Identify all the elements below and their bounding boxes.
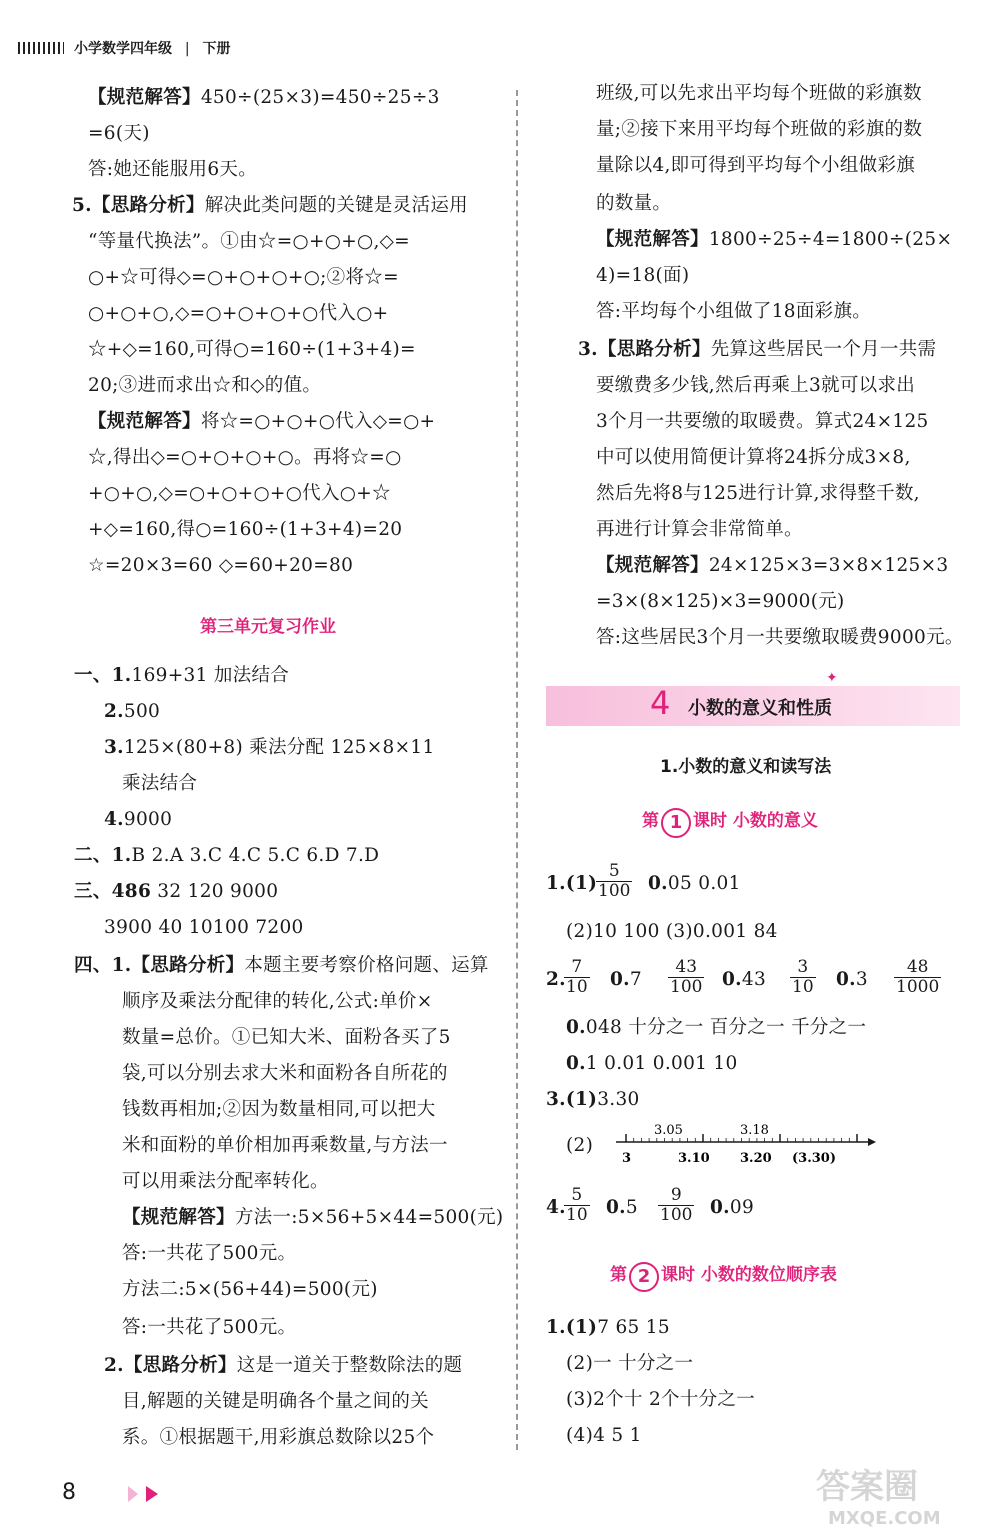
lesson-1-title: 课时 小数的意义 [693,811,818,831]
left-column-text-line: 一、1.169+31 加法结合 [74,665,290,686]
arrow-light-icon [128,1486,138,1502]
fraction-numerator: 48 [906,957,929,977]
decimal-value: 0.5 [606,1197,638,1218]
number-line-top-label: 3.05 [654,1123,683,1138]
right-column-text-line: 中可以使用简便计算将24拆分成3×8, [596,447,911,468]
right-column-text-line: 0.048 十分之一 百分之一 千分之一 [566,1017,867,1038]
running-header [18,38,230,58]
left-column-text-line: 三、486 32 120 9000 [74,881,279,902]
fraction-denominator: 10 [566,977,588,997]
fraction-denominator: 10 [566,1205,588,1225]
right-column-text-line: 再进行计算会非常简单。 [596,519,803,540]
lesson-2-prefix: 第 [610,1265,627,1285]
right-column-text-line: 量;②接下来用平均每个班做的彩旗的数 [596,119,923,140]
right-column-text-line: 班级,可以先求出平均每个班做的彩旗数 [596,83,922,104]
left-column-text-line: 袋,可以分别去求大米和面粉各自所花的 [122,1063,448,1084]
q3-part2-prefix: (2) [566,1135,594,1156]
page-number: 8 [62,1480,76,1505]
fraction [658,1186,694,1225]
number-line-bottom-label: 3.20 [740,1151,772,1166]
left-column-text-line: 系。①根据题干,用彩旗总数除以25个 [122,1427,435,1448]
fraction-denominator: 1000 [896,977,940,997]
fraction [894,958,941,997]
watermark-logo [810,1460,980,1530]
decimal-value: 0.43 [722,969,767,990]
left-column-text-line: 4.9000 [104,809,173,830]
right-column-text-line: 0.1 0.01 0.001 10 [566,1053,738,1074]
lesson-1-number: 1 [661,808,691,838]
right-column-text-line: 3.【思路分析】先算这些居民一个月一共需 [578,339,937,360]
lesson-2-heading [610,1260,837,1292]
fraction [668,958,704,997]
decimal-value: 0.7 [610,969,642,990]
fraction-denominator: 100 [670,977,703,997]
star-decoration-icon: ✦ [826,670,838,686]
left-column-text-line: ○+○+○,◇=○+○+○+○代入○+ [88,303,389,324]
number-line-bottom-label: 3.10 [678,1151,710,1166]
unit-banner [546,686,960,726]
right-column-text-line: 3个月一共要缴的取暖费。算式24×125 [596,411,929,432]
left-column-text-line: 目,解题的关键是明确各个量之间的关 [122,1391,429,1412]
left-column-text-line: 【规范解答】将☆=○+○+○代入◇=○+ [88,411,436,432]
barcode-bars-icon [18,42,64,54]
left-column-text-line: 【规范解答】方法一:5×56+5×44=500(元) [122,1207,504,1228]
right-column-text-line: (2)一 十分之一 [566,1353,694,1374]
right-column-text-line: 然后先将8与125进行计算,求得整千数, [596,483,920,504]
left-column-text-line: 米和面粉的单价相加再乘数量,与方法一 [122,1135,448,1156]
q1-prefix: 1.(1) [546,873,598,894]
right-column-text-line: 4)=18(面) [596,265,690,286]
number-line-top-label: 3.18 [740,1123,769,1138]
arrow-dark-icon [146,1486,158,1502]
right-column-text-line: (4)4 5 1 [566,1425,642,1446]
left-column-text-line: 5.【思路分析】解决此类问题的关键是灵活运用 [72,195,468,216]
lesson-1-prefix: 第 [642,811,659,831]
fraction-numerator: 3 [797,957,809,977]
right-column-text-line: 【规范解答】1800÷25÷4=1800÷(25× [596,229,953,250]
right-column-text-line: (3)2个十 2个十分之一 [566,1389,756,1410]
fraction-denominator: 100 [660,1205,693,1225]
left-column-text-line: 答:一共花了500元。 [122,1317,297,1338]
lesson-2-title: 课时 小数的数位顺序表 [661,1265,837,1285]
left-column-text-line: 数量=总价。①已知大米、面粉各买了5 [122,1027,451,1048]
fraction-numerator: 7 [571,957,583,977]
left-column-text-line: 3.125×(80+8) 乘法分配 125×8×11 [104,737,435,758]
lesson-1-heading [642,806,818,838]
left-column-text-line: 四、1.【思路分析】本题主要考察价格问题、运算 [74,955,489,976]
q2-prefix: 2. [546,969,566,990]
left-column-text-line: +○+○,◇=○+○+○+○代入○+☆ [88,483,391,504]
fraction [596,862,632,901]
fraction-numerator: 5 [571,1185,583,1205]
fraction-numerator: 5 [608,861,620,881]
left-column-text-line: 乘法结合 [122,773,198,794]
number-line-bottom-label: 3 [622,1151,632,1166]
right-column-text-line: 【规范解答】24×125×3=3×8×125×3 [596,555,949,576]
left-column-text-line: 2.500 [104,701,161,722]
left-column-text-line: 顺序及乘法分配律的转化,公式:单价× [122,991,433,1012]
number-line [596,1120,896,1170]
volume-label: 下册 [202,41,231,57]
header-separator: | [184,41,190,57]
left-column-text-line: 答:一共花了500元。 [122,1243,297,1264]
fraction-denominator: 10 [792,977,814,997]
column-divider [516,90,518,1450]
left-column-text-line: ☆+◇=160,可得○=160÷(1+3+4)= [88,339,416,360]
decimal-value: 0.3 [836,969,868,990]
left-column-text-line: 钱数再相加;②因为数量相同,可以把大 [122,1099,436,1120]
number-line-arrow-icon [868,1138,876,1146]
right-column-text-line: 量除以4,即可得到平均每个小组做彩旗 [596,155,916,176]
left-column-text-line: ○+☆可得◇=○+○+○+○;②将☆= [88,267,399,288]
fraction [564,958,590,997]
left-column-text-line: =6(天) [88,123,150,144]
left-column-text-line: 二、1.B 2.A 3.C 4.C 5.C 6.D 7.D [74,845,380,866]
book-title: 小学数学四年级 [74,41,172,57]
right-column-text-line: (2)10 100 (3)0.001 84 [566,921,778,942]
subsection-title: 1.小数的意义和读写法 [660,757,832,777]
section-title-unit3-review: 第三单元复习作业 [200,617,336,637]
decimal-value: 0.09 [710,1197,755,1218]
fraction-numerator: 9 [670,1185,682,1205]
number-line-bottom-label: (3.30) [792,1151,836,1166]
left-column-text-line: 3900 40 10100 7200 [104,917,304,938]
right-column-text-line: 3.(1)3.30 [546,1089,640,1110]
left-column-text-line: 20;③进而求出☆和◇的值。 [88,375,322,396]
fraction [790,958,816,997]
q1-rest: 0.05 0.01 [648,873,741,894]
right-column-text-line: 答:平均每个小组做了18面彩旗。 [596,301,872,322]
lesson-2-number: 2 [629,1262,659,1292]
left-column-text-line: “等量代换法”。①由☆=○+○+○,◇= [88,231,410,252]
unit-number: 4 [650,684,671,722]
fraction-denominator: 100 [598,881,631,901]
fraction-numerator: 43 [675,957,698,977]
right-column-text-line: 1.(1)7 65 15 [546,1317,670,1338]
left-column-text-line: 可以用乘法分配率转化。 [122,1171,329,1192]
right-column-text-line: 答:这些居民3个月一共要缴取暖费9000元。 [596,627,964,648]
watermark-text-en: MXQE.COM [828,1508,941,1529]
right-column-text-line: =3×(8×125)×3=9000(元) [596,591,845,612]
left-column-text-line: +◇=160,得○=160÷(1+3+4)=20 [88,519,403,540]
left-column-text-line: 2.【思路分析】这是一道关于整数除法的题 [104,1355,463,1376]
left-column-text-line: 【规范解答】450÷(25×3)=450÷25÷3 [88,87,440,108]
q4-prefix: 4. [546,1197,566,1218]
left-column-text-line: ☆,得出◇=○+○+○+○。再将☆=○ [88,447,402,468]
left-column-text-line: 方法二:5×(56+44)=500(元) [122,1279,378,1300]
fraction [564,1186,590,1225]
watermark-text-cn: 答案圈 [816,1467,918,1507]
left-column-text-line: 答:她还能服用6天。 [88,159,258,180]
unit-title: 小数的意义和性质 [688,698,832,719]
left-column-text-line: ☆=20×3=60 ◇=60+20=80 [88,555,354,576]
right-column-text-line: 的数量。 [596,193,672,214]
right-column-text-line: 要缴费多少钱,然后再乘上3就可以求出 [596,375,916,396]
